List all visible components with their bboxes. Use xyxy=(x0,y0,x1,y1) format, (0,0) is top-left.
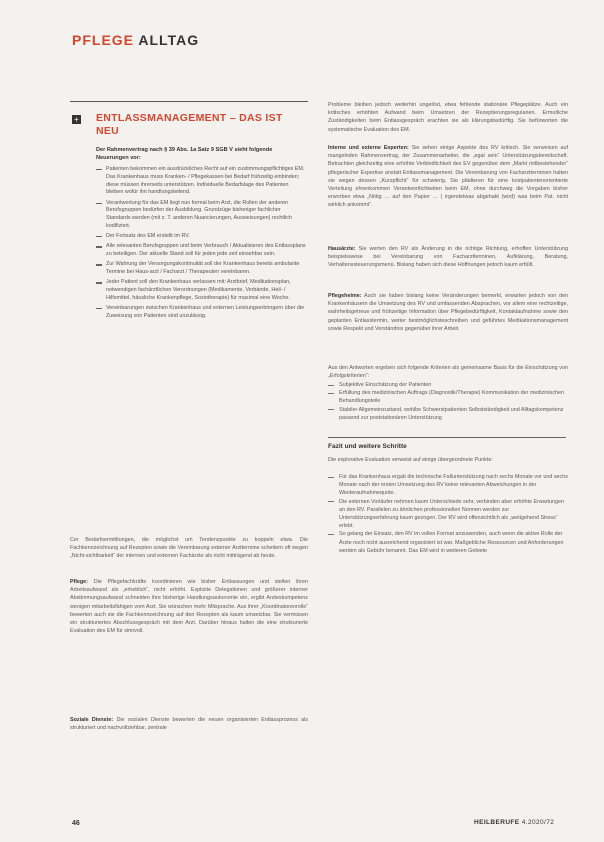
list-item: Für das Krankenhaus ergab die technische Fallunterstützung nach sechs Monate vor und sechs Monate nach der ersten Umsetzung des RV keine relevanten Abweichungen in der Wiederaufnahmequote. xyxy=(328,473,568,498)
list-item: Die externen Vorläufer nehmen kaum Unterschiede sehr, verbinden aber erhöhte Erwartungen an den RV. Parallelen zu ähnlichen professionellen Normen werden zur Unterstützungserfahrung kaum gezogen. Der RV wird offensichtlich als „weitgehend Stress“ erlebt. xyxy=(328,498,568,531)
list-item: Patienten bekommen ein ausdrückliches Recht auf ein zustimmungspflichtiges EM. Das Krankenhaus muss Kranken- / Pflegekassen bei Bedarf frühzeitig einbinden; diese müssen ihrerseits unterstützen. Individuelle Bedarfslage des Patienten bleiben wofür ihn handlungsleitend. xyxy=(96,166,306,197)
body-paragraph: Pflegeheime: Auch sie haben bislang keine Veränderungen bemerkt, erwarten jedoch von den Krankenhäusern die Umsetzung des RV und umfassenden Absprachen, vor allem eine rechtzeitige, wahrheitsgetreue und frühzeitige Information über Pflegebedürftigkeit, Kontaktaufnahme sowie den geplanten Entlasstermin, weiter bestmöglichsteschreiben und geführtes Medikationsmanagement sowie Respekt und Verständnis gegenüber ihrer Arbeit. xyxy=(328,293,568,332)
info-box-title: ENTLASSMANAGEMENT – DAS IST NEU xyxy=(96,112,283,137)
page-number: 46 xyxy=(72,820,80,827)
plus-icon: + xyxy=(72,115,81,124)
section-header-accent: PFLEGE xyxy=(72,32,135,48)
paragraph-label: Pflegeheime: xyxy=(328,293,362,299)
subsection-rule xyxy=(328,437,566,438)
info-box-list xyxy=(96,166,306,323)
info-box-top-rule xyxy=(70,101,308,102)
body-paragraph: Die explorative Evaluation verweist auf einige übergeordnete Punkte: xyxy=(328,457,493,463)
list-item: Jeder Patient soll den Krankenhaus verlassen mit: Arztbrief, Medikationsplan, notwendigen fachärztlichen Verordnungen (Medikamente, Verbände, Heil- / Hilfsmittel, häusliche Krankenpflege, Soziotherapie) für maximal eine Woche. xyxy=(96,279,306,302)
section-header xyxy=(72,32,199,48)
body-paragraph: Cer Bedarfsermittlungen, die möglichst um Tendenzpunkte zu koppeln etwa. Die Fachkennzeichnung auf Rezepten sowie die Vereinbarung externer Arzttermine scheitern oft wegen „Nicht-sichtbarkeit“ der internen und externen Fachärzte als nicht mitträgend ab heute. xyxy=(70,537,308,560)
section-header-rest: ALLTAG xyxy=(138,32,200,48)
list-item: Subjektive Einschätzung der Patienten xyxy=(328,381,568,389)
paragraph-label: Pflege: xyxy=(70,579,88,585)
paragraph-label: Soziale Dienste: xyxy=(70,717,114,723)
conclusion-list xyxy=(328,473,568,555)
criteria-list xyxy=(328,381,568,422)
paragraph-label: Hausärzte: xyxy=(328,246,356,252)
list-item: Alle relevanten Berufsgruppen und beim Verbrauch / Aktualisieren des Entlassplans zu beteiligen. Der aktuelle Stand soll für jeden jede zeit einsehbar sein. xyxy=(96,243,306,259)
list-item: Stabiler Allgemeinzustand, wohlbe Schwerstpatienten Selbstständigkeit und Alltagskompetenz passend zur poststationären Unterstützung xyxy=(328,406,568,422)
list-item: Verantwortung für das EM liegt nun formal beim Arzt, die Rollen der anderen Berufsgruppen bedürfen der Ausbildung. Grundzüge bisheriger fachlicher Standards werden (mit z. T. anderen Nuancierungen, Ausweisungen) rechtlich kodifiziert. xyxy=(96,200,306,231)
list-item: Vereinbarungen zwischen Krankenhaus und externen Leistungserbringern über die Zuweisung von Patienten sind unzulässig. xyxy=(96,305,306,321)
body-paragraph: Aus den Antworten ergeben sich folgende Kriterien als gemeinsame Basis für die Einschätzung von „Erfolgskriterien“: xyxy=(328,365,568,380)
body-paragraph: Soziale Dienste: Die sozialen Dienste bewerten die neuen organisierten Entlassprozess als strukturiert und nachvollziehbar, zentrale xyxy=(70,717,309,732)
info-box xyxy=(70,101,308,501)
list-item: Erfüllung des medizinischen Auftrags (Diagnostik/Therapie) Kommunikation der medizinischen Behandlungsteile xyxy=(328,389,568,405)
list-item: Zur Wahrung der Versorgungskontinuität soll der Krankenhaus bereits ambulante Termine bei Haus-arzt / Facharzt / Therapeuten vereinbaren. xyxy=(96,261,306,277)
body-paragraph: Interne und externe Experten: Sie sehen einige Aspekte des RV kritisch. Sie verweisen auf mangelnden Rahmenvertrag, der Zusammenarbeiter, die „egal sein“ Unterstützungsbereitschaft. Betrachten gleichzeitig eine erhöhte Verbindlichkeit des EV gegenüber dem „Markt mitbestehender“ pflegerischer Expertise anstatt Entlassmanagement. Die Vereinbarung von Facharztterminen halten sie wegen dessen „Kurzpflicht“ für schwierig. Sie plädieren für eine kostpatientenorientierte Verteilung ehrenkommen Verantwortlichkeiten beim EM, ohne durchweg die Vorgaben bisher erworben etwa „Nötig … auf den Papier … ( irgendetwas abgehakt (wird) was beim Pat. nicht wirklich ankommt“. xyxy=(328,145,568,209)
issue-number: 4.2020/72 xyxy=(521,819,555,826)
footer-publication xyxy=(474,819,554,826)
list-item: So gelang der Einsatz, den RV im vollen Format anzuwenden, auch wenn die aktive Rolle der Ärzte noch nicht ausreichend organisiert ist war. Maßgebliche Ressourcen und Anforderungen werden als Gebühr benannt. Das EM wird in weiteren Gebiete xyxy=(328,530,568,555)
info-box-intro: Der Rahmenvertrag nach § 39 Abs. 1a Satz 9 SGB V sieht folgende Neuerungen vor: xyxy=(96,147,273,161)
list-item: Der Fortsatz des EM erstellt im RV. xyxy=(96,233,306,241)
paragraph-label: Interne und externe Experten: xyxy=(328,145,409,151)
magazine-name: HEILBERUFE xyxy=(474,819,520,826)
body-paragraph: Probleme bleiben jedoch weiterhin ungelöst, etwa fehlende stationäre Pflegeplätze. Auch ein kritisches erhöhten Aufwand beim Umsetzen der Rezeptierungsregularien. Ermutliche Zuständigkeiten beim Entlassgespräch erachten sie als klärungsbedürftig. Sie befürworten die systematische Evaluation des EM. xyxy=(328,102,568,133)
body-paragraph: Hausärzte: Sie werten den RV als Änderung in die richtige Richtung, erhoffen Unterstützung beispielsweise bei Vereinbarung von Facharztterminen, Aufklärung, Beratung, Verhaltenssteuerungsmenü. Bislang haben sich diese Hoffnungen jedoch kaum erfüllt. xyxy=(328,246,568,269)
subsection-heading: Fazit und weitere Schritte xyxy=(328,443,407,450)
body-paragraph: Pflege: Die Pflegefachkräfte koordinieren wie bisher Entlassungen und stellen ihren Arbeitsaufwand als „erheblich“, nicht erhöht. Explizite Delegationen und größerer interner Abstimmungsaufwand schneiden ihre bisherige Handlungsautonomie ein, ergibt Arzteskompetenz wenigen mitarbeitsfähigen vom Arzt. Sie wünschen mehr Mitsprache. Aus ihrer „Koordinatorenrolle“ bewerten auch sie die Fachkennzeichnung auf den Rezepten als kaum umsetzbar. Sie vermissen ein strukturiertes Abschlussgespräch mit dem Arzt. Darüber hinaus halten die eine strukturierte Evaluation des EM für sinnvoll. xyxy=(70,579,308,635)
